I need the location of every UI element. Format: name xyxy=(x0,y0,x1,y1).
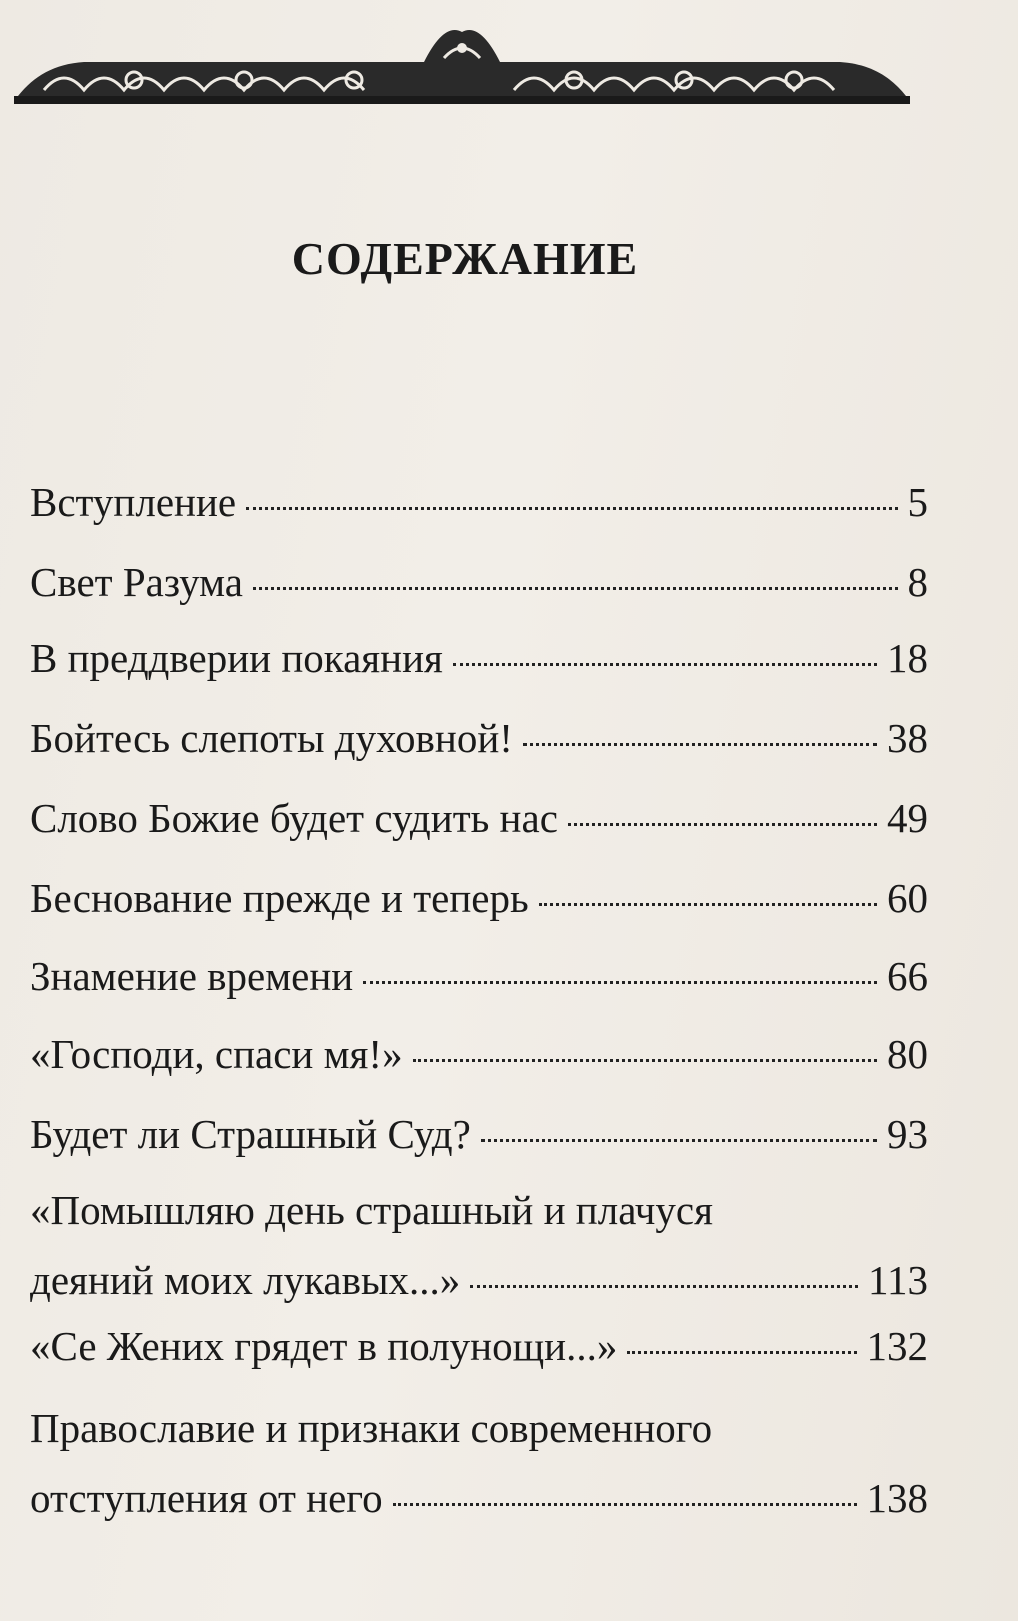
dot-leader xyxy=(481,1139,877,1142)
toc-page-number: 18 xyxy=(887,635,928,681)
toc-entry-title-continued: деяний моих лукавых...» xyxy=(30,1257,461,1303)
toc-entry xyxy=(30,794,928,842)
toc-entry-title: Бойтесь слепоты духовной! xyxy=(30,715,513,761)
toc-entry xyxy=(30,1322,928,1370)
toc-entry xyxy=(30,634,928,682)
toc-entry-title: Вступление xyxy=(30,479,237,525)
toc-entry xyxy=(30,1186,928,1304)
toc-entry xyxy=(30,874,928,922)
dot-leader xyxy=(568,823,877,826)
toc-entry xyxy=(30,714,928,762)
toc-entry-title: Свет Разума xyxy=(30,559,243,605)
toc-entry xyxy=(30,558,928,606)
toc-entry-title: В преддверии покаяния xyxy=(30,635,443,681)
dot-leader xyxy=(539,903,877,906)
dot-leader xyxy=(627,1351,856,1354)
toc-page-number: 5 xyxy=(907,479,928,525)
toc-entry-title: «Господи, спаси мя!» xyxy=(30,1031,403,1077)
toc-entry-title: «Се Жених грядет в полунощи...» xyxy=(30,1323,618,1369)
decorative-header-ornament xyxy=(14,18,910,128)
dot-leader xyxy=(363,981,877,984)
dot-leader xyxy=(470,1285,858,1288)
toc-page-number: 80 xyxy=(887,1031,928,1077)
toc-entry-title-continued: отступления от него xyxy=(30,1475,383,1521)
toc-page-number: 8 xyxy=(907,559,928,605)
toc-page-number: 138 xyxy=(866,1475,928,1521)
toc-page-number: 93 xyxy=(887,1111,928,1157)
toc-entry-title: Беснование прежде и теперь xyxy=(30,875,529,921)
toc-entry xyxy=(30,1404,928,1522)
toc-page-number: 49 xyxy=(887,795,928,841)
dot-leader xyxy=(523,743,877,746)
toc-entry-title: Православие и признаки современного xyxy=(30,1405,713,1451)
dot-leader xyxy=(413,1059,877,1062)
toc-entry xyxy=(30,478,928,526)
toc-page-number: 38 xyxy=(887,715,928,761)
toc-page-number: 60 xyxy=(887,875,928,921)
toc-entry xyxy=(30,1110,928,1158)
dot-leader xyxy=(253,587,898,590)
toc-entry-title: Знамение времени xyxy=(30,953,354,999)
toc-entry-title: Будет ли Страшный Суд? xyxy=(30,1111,471,1157)
toc-page-number: 66 xyxy=(887,953,928,999)
dot-leader xyxy=(393,1503,857,1506)
toc-page-number: 132 xyxy=(866,1323,928,1369)
toc-entry xyxy=(30,952,928,1000)
toc-page-number: 113 xyxy=(868,1257,928,1303)
toc-entry xyxy=(30,1030,928,1078)
toc-entry-title: «Помышляю день страшный и плачуся xyxy=(30,1187,713,1233)
page-title: СОДЕРЖАНИЕ xyxy=(291,233,639,284)
toc-entry-title: Слово Божие будет судить нас xyxy=(30,795,558,841)
dot-leader xyxy=(246,507,897,510)
dot-leader xyxy=(453,663,877,666)
